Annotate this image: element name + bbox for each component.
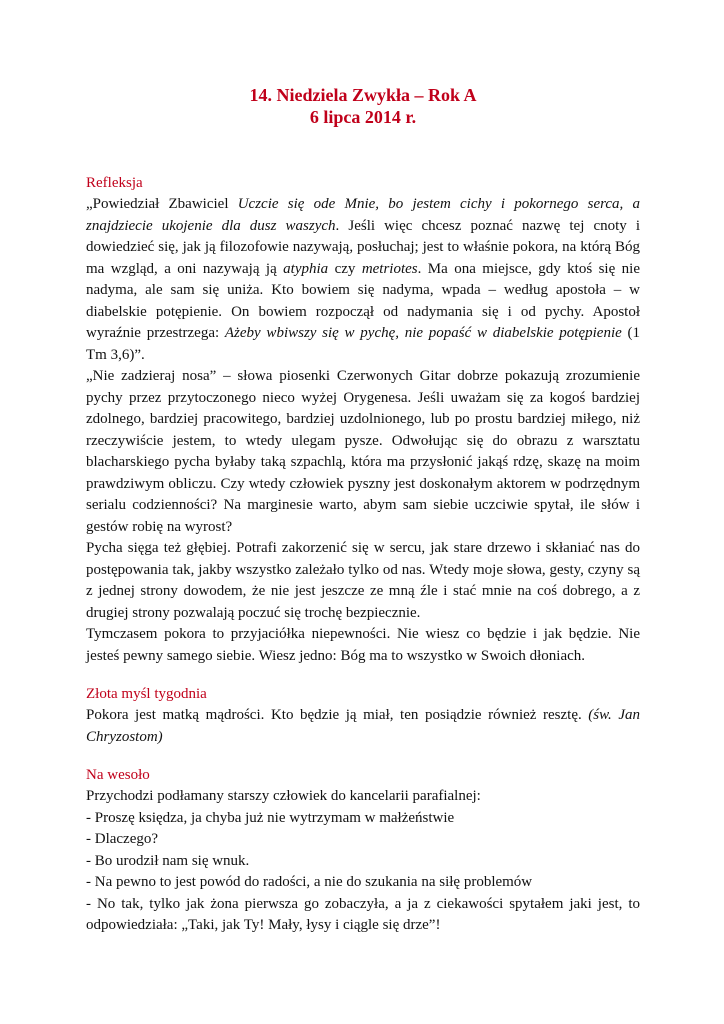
quote-source: (św. Jan Chryzostom) bbox=[86, 707, 640, 745]
humor-heading: Na wesoło bbox=[86, 767, 150, 783]
text-run: Pokora jest matką mądrości. Kto będzie ją miał, ten posiądzie również resztę. bbox=[86, 707, 589, 723]
golden-thought-section bbox=[86, 684, 640, 748]
reflection-paragraph-1 bbox=[86, 194, 640, 366]
reflection-paragraph-3: Pycha sięga też głębiej. Potrafi zakorzenić się w sercu, jak stare drzewo i skłaniać nas do postępowania tak, jakby wszystko zależało tylko od nas. Wtedy moje słowa, gesty, czyny są z jednej strony dowodem, że nie jest jeszcze ze mną źle i stać mnie na coś dobrego, a z drugiej strony pozwalają poczuć się trochę bezpiecznie. bbox=[86, 540, 640, 621]
term-italic: atyphia bbox=[283, 260, 329, 277]
text-run: czy bbox=[328, 260, 362, 277]
text-run: . Ma ona miejsce, gdy ktoś się nie nadyma, ale sam się uniża. Kto bowiem się nadyma, wpada – według apostoła – w diabelskie potępienie. On bowiem rozpoczął od nadymania się i od pychy. Apostoł wyraźnie przestrzega: bbox=[86, 260, 640, 341]
reflection-paragraph-4: Tymczasem pokora to przyjaciółka niepewności. Nie wiesz co będzie i jak będzie. Nie jesteś pewny samego siebie. Wiesz jedno: Bóg ma to wszystko w Swoich dłoniach. bbox=[86, 626, 640, 664]
quote-italic: Uczcie się ode Mnie, bo jestem cichy i pokornego serca, a znajdziecie ukojenie dla dusz waszych bbox=[86, 196, 641, 234]
quote-italic: Ażeby wbiwszy się w pychę, nie popaść w diabelskie potępienie bbox=[224, 325, 622, 341]
humor-section bbox=[86, 765, 640, 937]
page-title bbox=[86, 84, 640, 128]
humor-line: - Na pewno to jest powód do radości, a nie do szukania na siłę problemów bbox=[86, 874, 533, 890]
reflection-heading: Refleksja bbox=[86, 175, 143, 191]
humor-line: - No tak, tylko jak żona pierwsza go zobaczyła, a ja z ciekawości spytałem jaki jest, to odpowiedziała: „Taki, jak Ty! Mały, łysy i ciągle się drze”! bbox=[86, 895, 640, 933]
title-line-1: 14. Niedziela Zwykła – Rok A bbox=[249, 85, 477, 105]
document-page bbox=[86, 84, 640, 937]
text-run: „Powiedział Zbawiciel bbox=[86, 196, 238, 212]
text-run: (1 Tm 3,6)”. bbox=[86, 325, 641, 363]
humor-line: - Proszę księdza, ja chyba już nie wytrzymam w małżeństwie bbox=[86, 809, 455, 826]
reflection-paragraph-2: „Nie zadzieraj nosa” – słowa piosenki Czerwonych Gitar dobrze pokazują zrozumienie pychy przez przytoczonego nieco wyżej Orygenesa. Jeśli uważam się za kogoś bardziej zdolnego, bardziej pracowitego, bardziej uzdolnionego, lub po prostu bardziej miłego, niż rzeczywiście jestem, to wtedy ulegam pysze. Odwołując się do obrazu z warsztatu blacharskiego pycha byłaby taką szpachlą, która ma przysłonić jakąś rdzę, skazę na moim prawdziwym obliczu. Czy wtedy człowiek pyszny jest doskonałym aktorem w podrzędnym serialu codzienności? Na marginesie warto, abym sam siebie uczciwie spytał, ile słów i gestów robię na wyrost? bbox=[86, 368, 640, 535]
reflection-section bbox=[86, 173, 640, 667]
humor-line: - Bo urodził nam się wnuk. bbox=[86, 852, 250, 869]
text-run: . Jeśli więc chcesz poznać nazwę tej cnoty i dowiedzieć się, jak ją filozofowie nazywają, posłuchaj; jest to właśnie pokora, na którą Bóg ma wzgląd, a oni nazywają ją bbox=[86, 217, 641, 277]
golden-thought-heading: Złota myśl tygodnia bbox=[86, 686, 207, 702]
term-italic: metriotes bbox=[361, 260, 418, 277]
humor-line: - Dlaczego? bbox=[86, 831, 159, 847]
title-line-2: 6 lipca 2014 r. bbox=[309, 107, 417, 127]
humor-line: Przychodzi podłamany starszy człowiek do kancelarii parafialnej: bbox=[86, 788, 481, 804]
golden-thought-text bbox=[86, 705, 640, 748]
